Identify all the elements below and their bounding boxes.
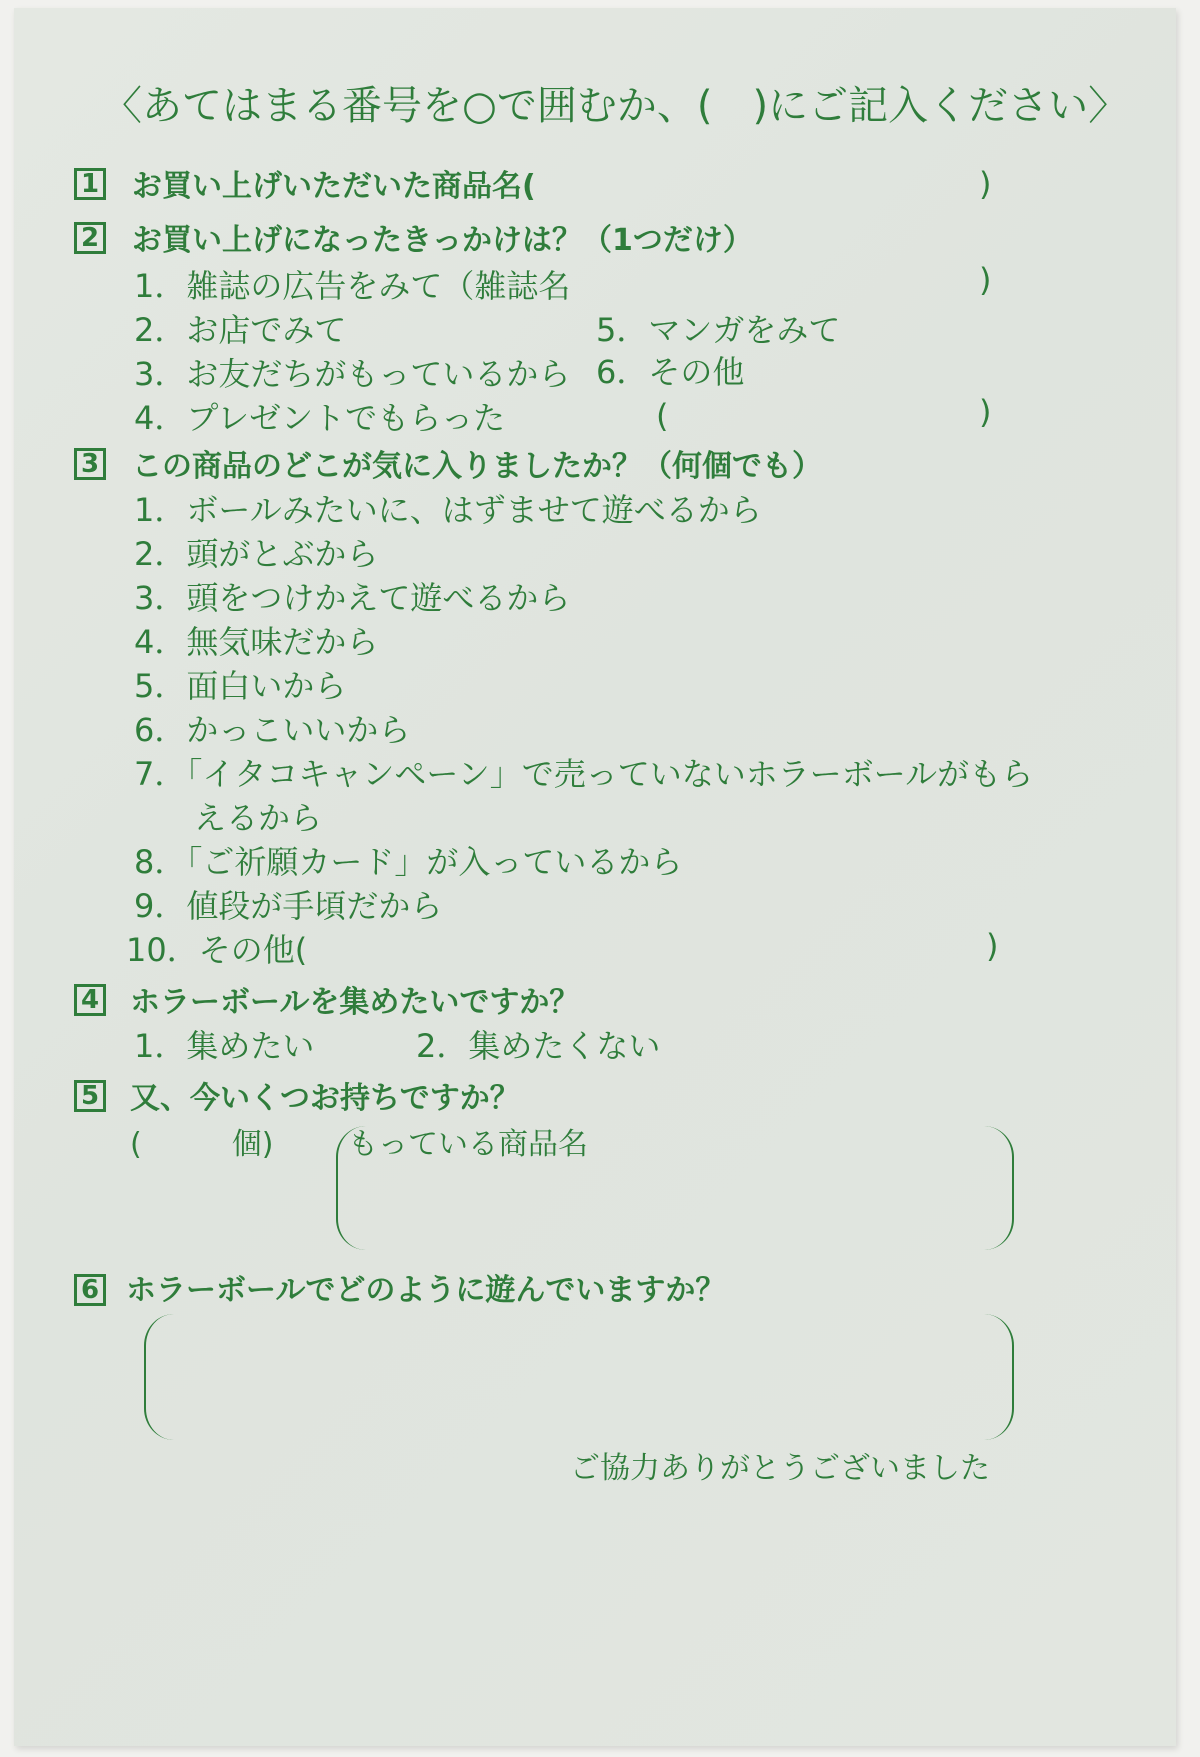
q3-option-1[interactable]: 1．ボールみたいに、はずませて遊べるから xyxy=(134,491,762,529)
question-number-2: 2 xyxy=(74,222,106,254)
q3-option-10[interactable]: 10．その他( xyxy=(126,931,308,969)
question-number-3: 3 xyxy=(74,448,106,480)
q2-option-5[interactable]: 5．マンガをみて xyxy=(596,311,841,349)
q2-option-6-close-paren: ) xyxy=(979,393,992,431)
question-2-text: お買い上げになったきっかけは？（1つだけ） xyxy=(132,223,753,258)
q6-answer-area[interactable] xyxy=(174,1320,974,1430)
q2-option-3[interactable]: 3．お友だちがもっているから xyxy=(134,355,571,393)
question-number-6: 6 xyxy=(74,1274,106,1306)
q2-option-6[interactable]: 6．その他 xyxy=(596,353,745,391)
q2-option-2[interactable]: 2．お店でみて xyxy=(134,311,347,349)
q2-option-6-open-paren: ( xyxy=(656,397,669,435)
questionnaire-card xyxy=(14,8,1176,1746)
q3-option-4[interactable]: 4．無気味だから xyxy=(134,623,379,661)
question-6-text: ホラーボールでどのように遊んでいますか？ xyxy=(126,1273,726,1308)
question-number-4: 4 xyxy=(74,984,106,1016)
question-number-1: 1 xyxy=(74,168,106,200)
thank-you-note: ご協力ありがとうございました xyxy=(570,1451,990,1486)
q2-option-1[interactable]: 1．雑誌の広告をみて（雑誌名 xyxy=(134,267,571,305)
q1-close-paren: ) xyxy=(979,165,992,203)
q6-close-bracket xyxy=(984,1314,1014,1440)
q5-owned-close-bracket xyxy=(984,1126,1014,1250)
q3-option-6[interactable]: 6．かっこいいから xyxy=(134,711,411,749)
q5-count-field[interactable]: ( 個) xyxy=(130,1127,274,1162)
question-1-text: お買い上げいただいた商品名( xyxy=(132,169,536,204)
q5-owned-label: もっている商品名 xyxy=(348,1127,588,1162)
q3-option-8[interactable]: 8．「ご祈願カード」が入っているから xyxy=(134,843,683,881)
question-4-text: ホラーボールを集めたいですか？ xyxy=(130,985,580,1020)
q4-option-2[interactable]: 2．集めたくない xyxy=(416,1027,661,1065)
q2-option-4[interactable]: 4．プレゼントでもらった xyxy=(134,399,506,437)
q3-option-2[interactable]: 2．頭がとぶから xyxy=(134,535,379,573)
q4-option-1[interactable]: 1．集めたい xyxy=(134,1027,315,1065)
q3-option-10-close-paren: ) xyxy=(986,927,999,965)
question-number-5: 5 xyxy=(74,1080,106,1112)
q6-open-bracket xyxy=(144,1314,174,1440)
q3-option-7[interactable]: 7．「イタコキャンペーン」で売っていないホラーボールがもら xyxy=(134,755,1034,793)
instructions-header: 〈あてはまる番号を○で囲むか、( )にご記入ください〉 xyxy=(102,83,1129,129)
q3-option-3[interactable]: 3．頭をつけかえて遊べるから xyxy=(134,579,571,617)
question-5-text: 又、今いくつお持ちですか？ xyxy=(130,1081,520,1116)
q3-option-5[interactable]: 5．面白いから xyxy=(134,667,347,705)
q5-owned-input-area[interactable] xyxy=(364,1168,974,1238)
q3-option-7-continued: えるから xyxy=(194,799,323,837)
q3-option-9[interactable]: 9．値段が手頃だから xyxy=(134,887,443,925)
question-3-text: この商品のどこが気に入りましたか？（何個でも） xyxy=(132,449,822,484)
q2-option-1-close-paren: ) xyxy=(979,261,992,299)
